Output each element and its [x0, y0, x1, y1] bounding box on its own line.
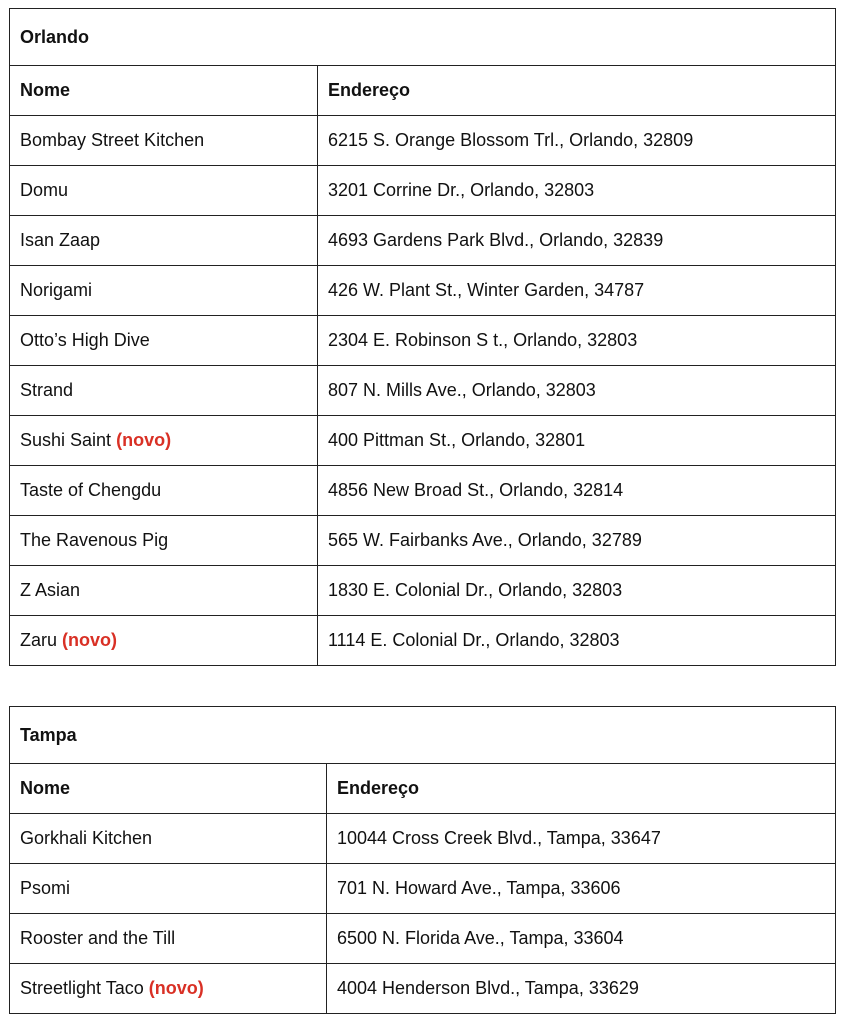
table-row: [10, 116, 836, 166]
restaurant-address: 565 W. Fairbanks Ave., Orlando, 32789: [318, 516, 836, 566]
restaurant-name-cell: [10, 166, 318, 216]
restaurant-name-cell: [10, 616, 318, 666]
restaurant-name-cell: [10, 366, 318, 416]
table-row: [10, 814, 836, 864]
restaurant-address: 3201 Corrine Dr., Orlando, 32803: [318, 166, 836, 216]
restaurant-name: Strand: [20, 380, 74, 400]
table-row: [10, 616, 836, 666]
restaurant-name-cell: [10, 516, 318, 566]
table-row: [10, 166, 836, 216]
restaurant-address: 10044 Cross Creek Blvd., Tampa, 33647: [327, 814, 836, 864]
table-row: [10, 216, 836, 266]
restaurant-name: Zaru: [20, 630, 58, 650]
city-title-row: [10, 9, 836, 66]
new-badge: (novo): [62, 630, 118, 650]
table-row: [10, 416, 836, 466]
table-row: [10, 864, 836, 914]
restaurant-name: Bombay Street Kitchen: [20, 130, 205, 150]
restaurant-name-cell: [10, 266, 318, 316]
table-row: [10, 266, 836, 316]
city-title: Tampa: [10, 707, 836, 764]
restaurant-address: 6500 N. Florida Ave., Tampa, 33604: [327, 914, 836, 964]
restaurant-name: Psomi: [20, 878, 71, 898]
table-row: [10, 466, 836, 516]
restaurant-name-cell: [10, 116, 318, 166]
restaurant-address: 701 N. Howard Ave., Tampa, 33606: [327, 864, 836, 914]
restaurant-address: 1114 E. Colonial Dr., Orlando, 32803: [318, 616, 836, 666]
restaurant-name-cell: [10, 216, 318, 266]
restaurant-name: Streetlight Taco: [20, 978, 144, 998]
restaurant-name-cell: [10, 814, 327, 864]
restaurant-name: Isan Zaap: [20, 230, 101, 250]
city-title-row: [10, 707, 836, 764]
restaurant-address: 2304 E. Robinson S t., Orlando, 32803: [318, 316, 836, 366]
restaurant-name-cell: [10, 914, 327, 964]
restaurant-address: 426 W. Plant St., Winter Garden, 34787: [318, 266, 836, 316]
restaurant-name-cell: [10, 316, 318, 366]
table-row: [10, 316, 836, 366]
column-header-name: Nome: [10, 764, 327, 814]
restaurant-address: 4856 New Broad St., Orlando, 32814: [318, 466, 836, 516]
restaurant-name: Domu: [20, 180, 69, 200]
table-row: [10, 516, 836, 566]
header-row: [10, 764, 836, 814]
table-row: [10, 914, 836, 964]
header-row: [10, 66, 836, 116]
new-badge: (novo): [148, 978, 204, 998]
restaurant-name: The Ravenous Pig: [20, 530, 169, 550]
restaurant-name: Taste of Chengdu: [20, 480, 162, 500]
table-row: [10, 366, 836, 416]
restaurant-name-cell: [10, 566, 318, 616]
restaurant-name: Z Asian: [20, 580, 81, 600]
restaurant-name-cell: [10, 466, 318, 516]
restaurant-address: 4693 Gardens Park Blvd., Orlando, 32839: [318, 216, 836, 266]
restaurant-name: Rooster and the Till: [20, 928, 176, 948]
restaurant-address: 4004 Henderson Blvd., Tampa, 33629: [327, 964, 836, 1014]
new-badge: (novo): [116, 430, 172, 450]
orlando-table: [9, 8, 836, 666]
column-header-address: Endereço: [327, 764, 836, 814]
tampa-table: [9, 706, 836, 1014]
restaurant-address: 807 N. Mills Ave., Orlando, 32803: [318, 366, 836, 416]
restaurant-name-cell: [10, 416, 318, 466]
restaurant-name: Sushi Saint: [20, 430, 112, 450]
restaurant-address: 1830 E. Colonial Dr., Orlando, 32803: [318, 566, 836, 616]
restaurant-name: Norigami: [20, 280, 93, 300]
restaurant-name: Gorkhali Kitchen: [20, 828, 153, 848]
restaurant-name-cell: [10, 864, 327, 914]
table-row: [10, 566, 836, 616]
restaurant-address: 6215 S. Orange Blossom Trl., Orlando, 32809: [318, 116, 836, 166]
restaurant-name: Otto’s High Dive: [20, 330, 150, 350]
column-header-name: Nome: [10, 66, 318, 116]
restaurant-address: 400 Pittman St., Orlando, 32801: [318, 416, 836, 466]
restaurant-name-cell: [10, 964, 327, 1014]
column-header-address: Endereço: [318, 66, 836, 116]
table-row: [10, 964, 836, 1014]
city-title: Orlando: [10, 9, 836, 66]
